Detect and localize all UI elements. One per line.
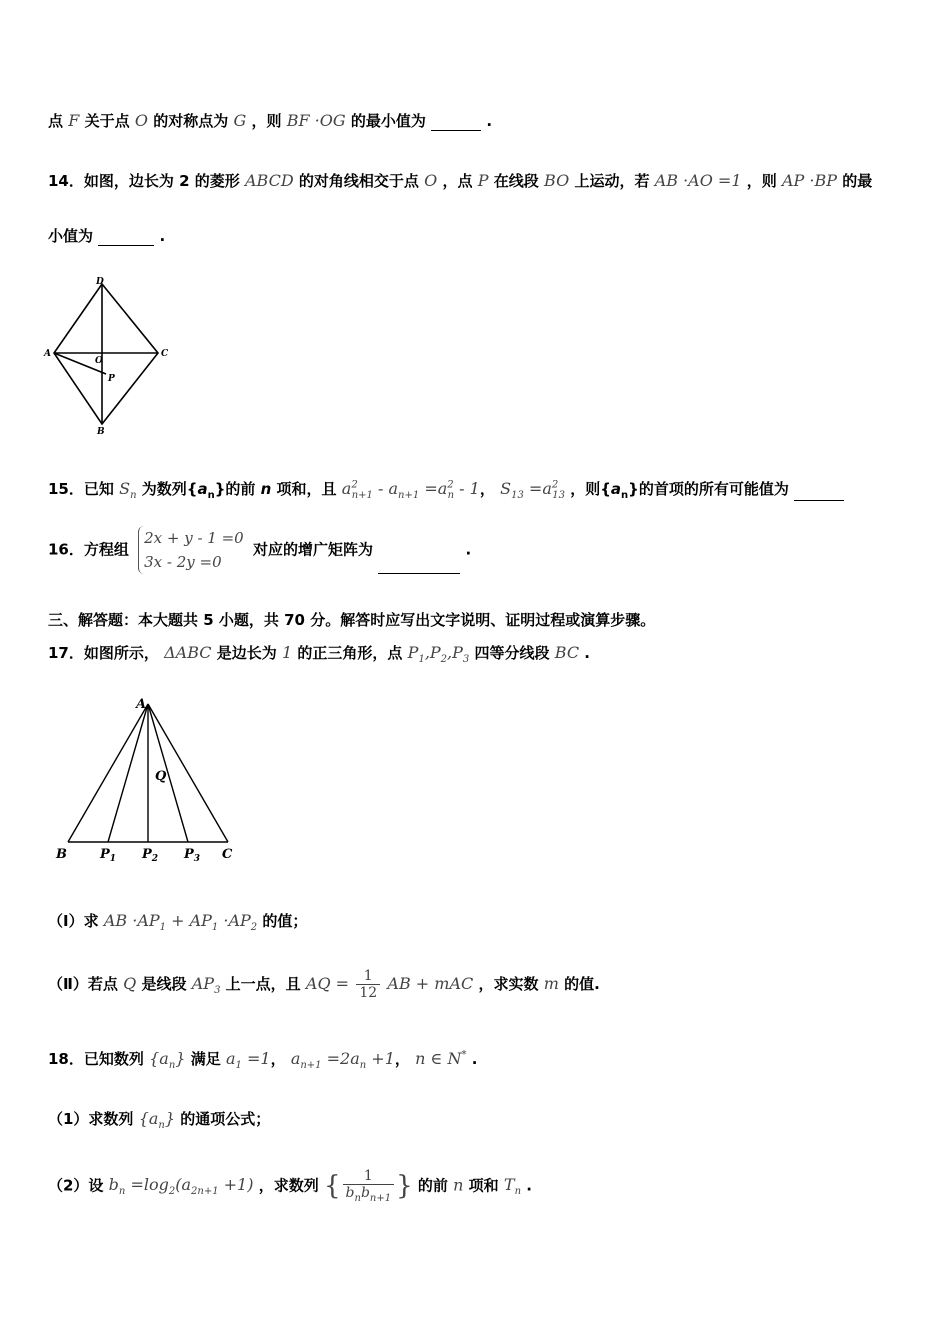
question-18-number: 18．已知数列 <box>48 1050 144 1068</box>
answer-blank <box>98 245 154 246</box>
answer-blank <box>431 130 481 131</box>
equation-row-2: 3x - 2y =0 <box>144 553 222 571</box>
text: 项和 <box>468 1176 499 1195</box>
q17-part2 <box>48 968 600 1001</box>
text: 在线段 <box>493 172 539 190</box>
label-Q: Q <box>155 769 167 784</box>
segment-AP3 <box>148 704 188 842</box>
q18-line <box>48 1048 477 1071</box>
text: }的首项的所有可能值为 <box>628 480 789 498</box>
math-rhs: AB + mAC <box>387 974 474 993</box>
answer-blank <box>378 573 460 574</box>
label-P1: $P_1$ <box>100 847 117 864</box>
math-BF-OG: BF ·OG <box>286 111 346 130</box>
answer-blank <box>794 500 844 501</box>
text: 小值为 <box>48 227 94 245</box>
text: 的对角线相交于点 <box>298 172 419 190</box>
right-brace: } <box>396 1170 413 1201</box>
math-recurrence: $a^2_{n+1} - a_{n+1} =a^2_n - 1$ <box>341 479 480 502</box>
math-n: n <box>260 480 272 498</box>
q13-tail-line <box>48 110 492 131</box>
math-a: a <box>197 480 208 498</box>
text: 为数列{ <box>141 480 198 498</box>
text: . <box>584 644 590 662</box>
math-P: P <box>477 171 489 190</box>
label-O: O <box>95 356 103 366</box>
text: （1）求数列 <box>48 1110 134 1128</box>
text: 满足 <box>190 1050 221 1068</box>
text: ， <box>479 480 495 498</box>
math-dot-products: AB $\cdot AP_1 + AP_1 \cdot AP_2$ <box>103 911 258 934</box>
math-Tn: $T_n$ <box>503 1175 522 1198</box>
math-n-in-N: n ∈ N* <box>415 1049 467 1068</box>
q16-line <box>48 526 471 574</box>
label-B: B <box>56 847 67 862</box>
question-16-number: 16．方程组 <box>48 540 129 559</box>
math-a1: $a_1 =1$ <box>225 1049 271 1072</box>
math-ABCD: ABCD <box>245 171 294 190</box>
label-A: A <box>44 349 51 359</box>
q17-line <box>48 642 590 665</box>
question-14-number: 14．如图，边长为 2 的菱形 <box>48 172 240 190</box>
left-brace: { <box>323 1170 341 1201</box>
text: 上一点，且 <box>225 975 301 993</box>
fraction-1-12 <box>356 968 380 1001</box>
q18-part2 <box>48 1168 532 1204</box>
rhombus-outline <box>54 284 158 424</box>
q18-part1 <box>48 1108 270 1131</box>
fraction-denominator: 12 <box>359 985 378 1001</box>
math-S13: $S_{13} =a^2_{13}$ <box>500 479 565 502</box>
text: ，则{ <box>570 480 611 498</box>
question-17-number: 17．如图所示， <box>48 644 159 662</box>
math-sequence-an: $\{a_n\}$ <box>149 1049 186 1072</box>
text: . <box>465 540 472 559</box>
fraction-numerator: 1 <box>356 968 380 985</box>
rhombus-figure <box>40 272 180 437</box>
text: 是线段 <box>141 975 187 993</box>
text: （Ⅰ）求 <box>48 912 99 930</box>
label-A: A <box>136 697 147 712</box>
math-recurrence: $a_{n+1} =2a_n +1$ <box>290 1049 395 1072</box>
fraction-numerator: 1 <box>343 1168 395 1185</box>
text: . <box>486 112 493 130</box>
text: 四等分线段 <box>474 644 550 662</box>
text: ，则 <box>746 172 777 190</box>
triangle-figure <box>50 692 250 867</box>
text: 的最 <box>842 172 873 190</box>
text: 的前 <box>417 1176 448 1195</box>
segment-AB <box>68 704 148 842</box>
equation-system <box>138 526 244 574</box>
section-heading: 三、解答题：本大题共 5 小题，共 70 分。解答时应写出文字说明、证明过程或演算步骤。 <box>48 611 656 629</box>
math-G: G <box>233 111 247 130</box>
text: ， <box>394 1050 410 1068</box>
text: 点 <box>48 112 64 130</box>
text: 上运动，若 <box>574 172 650 190</box>
label-C: C <box>161 349 169 359</box>
math-AP3: $AP_3$ <box>191 974 221 997</box>
math-O: O <box>134 111 148 130</box>
text: 的通项公式； <box>180 1110 271 1128</box>
math-AQ: AQ = <box>305 974 350 993</box>
label-B: B <box>97 427 105 437</box>
text: }的前 <box>214 480 256 498</box>
text: 的值. <box>564 975 600 993</box>
text: 是边长为 <box>216 644 277 662</box>
math-Sn: $S_n$ <box>119 479 137 502</box>
math-O: O <box>424 171 438 190</box>
q15-line: 15．已知 $S_n$ 为数列$\{a_n\}$的前 n 项和，且 $a^2_{n+1} - a_{n+1} =a^2_n - 1$， $S_{13} =a^2_{13}$ ，则$\{a_n\}$的首项的所有可能值为 <box>48 478 844 501</box>
text: 的最小值为 <box>350 112 426 130</box>
math-points: $P_1,P_2,P_3$ <box>407 643 470 666</box>
math-triangle: ΔABC <box>164 643 212 662</box>
text: ， <box>270 1050 286 1068</box>
text: （Ⅱ）若点 <box>48 975 118 993</box>
text: 关于点 <box>84 112 130 130</box>
segment-AP1 <box>108 704 148 842</box>
math-AP-BP: AP ·BP <box>782 171 838 190</box>
label-P2: $P_2$ <box>142 847 159 864</box>
text: 对应的增广矩阵为 <box>252 540 373 559</box>
q14-line1 <box>48 170 872 191</box>
text: ，求数列 <box>258 1176 319 1195</box>
label-P: P <box>108 374 115 384</box>
math-sequence-an: $\{a_n\}$ <box>138 1109 176 1132</box>
text: ，点 <box>442 172 473 190</box>
math-a: a <box>610 480 622 498</box>
text: （2）设 <box>48 1176 104 1195</box>
text: . <box>471 1050 478 1068</box>
text: 的正三角形，点 <box>297 644 403 662</box>
fraction-denominator: $b_nb_{n+1}$ <box>345 1185 392 1204</box>
text: . <box>526 1176 532 1195</box>
math-one: 1 <box>282 643 293 662</box>
equation-row-1: 2x + y - 1 =0 <box>144 529 244 547</box>
math-n: n <box>453 1175 464 1195</box>
text: ，则 <box>251 112 282 130</box>
label-D: D <box>96 277 104 287</box>
label-P3: $P_3$ <box>184 847 201 864</box>
text: 项和，且 <box>276 480 337 498</box>
math-F: F <box>68 111 80 130</box>
text: 的对称点为 <box>153 112 229 130</box>
math-BO: BO <box>544 171 570 190</box>
math-bn-def: $b_n =\log_2(a_{2n+1} +1)$ <box>108 1175 254 1198</box>
math-Q: Q <box>123 974 137 993</box>
math-condition: AB ·AO =1 <box>654 171 742 190</box>
label-C: C <box>222 847 233 862</box>
q14-line2 <box>48 225 165 246</box>
math-BC: BC <box>554 643 580 662</box>
question-15-number: 15．已知 <box>48 480 114 498</box>
math-m: m <box>543 974 559 993</box>
text: 的值； <box>262 912 308 930</box>
fraction-1-over-bnbn1 <box>343 1168 395 1204</box>
text: ，求实数 <box>478 975 539 993</box>
q17-part1 <box>48 910 307 933</box>
text: . <box>159 227 166 245</box>
